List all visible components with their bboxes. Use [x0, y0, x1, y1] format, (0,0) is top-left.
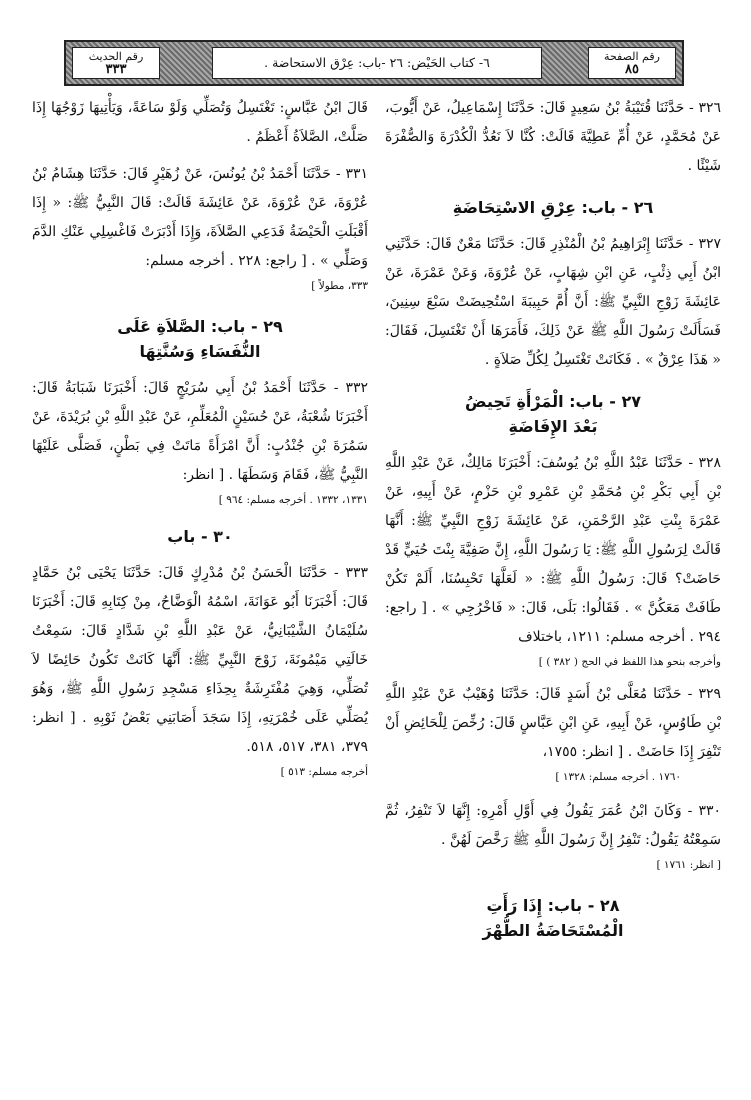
chapter-28-title-line2: الْمُسْتَحَاضَةُ الطُّهْرَ	[482, 921, 624, 940]
page-number-box	[588, 47, 676, 79]
chapter-28-heading	[385, 893, 721, 943]
hadith-331: ٣٣١ - حَدَّثَنَا أَحْمَدُ بْنُ يُونُسَ، عَنْ زُهَيْرٍ قَالَ: حَدَّثَنَا هِشَامُ بْنُ عُرْوَةَ، عَنْ عُرْوَةَ، عَنْ عَائِشَةَ قَالَتْ: قَالَ النَّبِيُّ ﷺ: « إِذَا أَقْبَلَتِ الْحَيْضَةُ فَدَعِي الصَّلاَةَ، وَإِذَا أَدْبَرَتْ فَاغْسِلِي عَنْكِ الدَّمَ وَصَلِّي » . [ راجع: ٢٢٨ . أخرجه مسلم:	[32, 166, 368, 269]
hadith-number-label: رقم الحديث	[88, 50, 144, 63]
hadith-333-reference: أخرجه مسلم: ٥١٣ ]	[280, 766, 368, 778]
chapter-26-title: ٢٦ - باب: عِرْقِ الاسْتِحَاضَةِ	[452, 198, 654, 217]
chapter-29-title-line1: ٢٩ - باب: الصَّلاَةِ عَلَى	[117, 317, 283, 336]
page-number: ٨٥	[625, 62, 639, 77]
chapter-28-title-line1: ٢٨ - باب: إِذَا رَأَتِ	[486, 896, 620, 915]
chapter-29-heading	[32, 314, 368, 364]
hadith-number: ٣٣٣	[105, 62, 127, 77]
hadith-327: ٣٢٧ - حَدَّثَنَا إِبْرَاهِيمُ بْنُ الْمُنْذِرِ قَالَ: حَدَّثَنَا مَعْنٌ قَالَ: حَدَّثَنِي ابْنُ أَبِي ذِئْبٍ، عَنِ ابْنِ شِهَابٍ، عَنْ عُرْوَةَ، وَعَنْ عَمْرَةَ، عَنْ عَائِشَةَ زَوْجِ النَّبِيِّ ﷺ: أَنَّ أُمَّ حَبِيبَةَ اسْتُحِيضَتْ سَبْعَ سِنِينَ، فَسَأَلَتْ رَسُولَ اللَّهِ ﷺ عَنْ ذَلِكَ، فَأَمَرَهَا أَنْ تَغْتَسِلَ، فَقَالَ: « هَذَا عِرْقٌ » . فَكَانَتْ تَغْتَسِلُ لِكُلِّ صَلاَةٍ .	[385, 236, 721, 368]
hadith-330: ٣٣٠ - وَكَانَ ابْنُ عُمَرَ يَقُولُ فِي أَوَّلِ أَمْرِهِ: إِنَّهَا لاَ تَنْفِرُ، ثُمَّ سَمِعْتُهُ يَقُولُ: تَنْفِرُ إِنَّ رَسُولَ اللَّهِ ﷺ رَخَّصَ لَهُنَّ .	[385, 803, 721, 848]
right-column	[385, 90, 721, 953]
hadith-329-reference: ١٧٦٠ . أخرجه مسلم: ١٣٢٨ ]	[555, 771, 681, 783]
running-title-box	[212, 47, 542, 79]
chapter-30-heading	[32, 524, 368, 549]
running-header	[64, 40, 684, 86]
hadith-328-reference: وأخرجه بنحو هذا اللفظ في الحج ( ٣٨٢ ) ]	[538, 656, 721, 668]
chapter-27-title-line2: بَعْدَ الإِفَاضَةِ	[508, 417, 598, 436]
hadith-329: ٣٢٩ - حَدَّثَنَا مُعَلَّى بْنُ أَسَدٍ قَالَ: حَدَّثَنَا وُهَيْبٌ عَنْ عَبْدِ اللَّهِ بْنِ طَاوُسٍ، عَنْ أَبِيهِ، عَنِ ابْنِ عَبَّاسٍ قَالَ: رُخِّصَ لِلْحَائِضِ أَنْ تَنْفِرَ إِذَا حَاضَتْ . [ انظر: ١٧٥٥،	[385, 686, 721, 760]
hadith-332-reference: ١٣٣١، ١٣٣٢ . أخرجه مسلم: ٩٦٤ ]	[218, 494, 368, 506]
hadith-332: ٣٣٢ - حَدَّثَنَا أَحْمَدُ بْنُ أَبِي سُرَيْجٍ قَالَ: أَخْبَرَنَا شَبَابَةُ قَالَ: أَخْبَرَنَا شُعْبَةُ، عَنْ حُسَيْنٍ الْمُعَلِّمِ، عَنْ عَبْدِ اللَّهِ بْنِ بُرَيْدَةَ، عَنْ سَمُرَةَ بْنِ جُنْدُبٍ: أَنَّ امْرَأَةً مَاتَتْ فِي بَطْنٍ، فَصَلَّى عَلَيْهَا النَّبِيُّ ﷺ، فَقَامَ وَسَطَهَا . [ انظر:	[32, 380, 368, 483]
hadith-326: ٣٢٦ - حَدَّثَنَا قُتَيْبَةُ بْنُ سَعِيدٍ قَالَ: حَدَّثَنَا إِسْمَاعِيلُ، عَنْ أَيُّوبَ، عَنْ مُحَمَّدٍ، عَنْ أُمِّ عَطِيَّةَ قَالَتْ: كُنَّا لاَ نَعُدُّ الْكُدْرَةَ وَالصُّفْرَةَ شَيْئًا .	[385, 100, 721, 174]
chapter-27-heading	[385, 389, 721, 439]
hadith-331-reference: ٣٣٣، مطولاً ]	[311, 280, 368, 292]
left-column	[32, 90, 368, 782]
hadith-328: ٣٢٨ - حَدَّثَنَا عَبْدُ اللَّهِ بْنُ يُوسُفَ: أَخْبَرَنَا مَالِكٌ، عَنْ عَبْدِ اللَّهِ بْنِ أَبِي بَكْرِ بْنِ مُحَمَّدِ بْنِ عَمْرِو بْنِ حَزْمٍ، عَنْ أَبِيهِ، عَنْ عَمْرَةَ بِنْتِ عَبْدِ الرَّحْمَنِ، عَنْ عَائِشَةَ زَوْجِ النَّبِيِّ ﷺ: أَنَّهَا قَالَتْ لِرَسُولِ اللَّهِ ﷺ: يَا رَسُولَ اللَّهِ، إِنَّ صَفِيَّةَ بِنْتَ حُيَيٍّ قَدْ حَاضَتْ؟ قَالَ: رَسُولُ اللَّهِ ﷺ: « لَعَلَّهَا تَحْبِسُنَا، أَلَمْ تَكُنْ طَافَتْ مَعَكُنَّ » . فَقَالُوا: بَلَى، قَالَ: « فَاخْرُجِي » . [ راجع: ٢٩٤ . أخرجه مسلم: ١٢١١، باختلاف	[385, 455, 721, 645]
running-title: ٦- كتاب الحَيْض: ٢٦ -باب: عِرْق الاستحاضة .	[264, 55, 490, 70]
chapter-30-title: ٣٠ - باب	[167, 527, 233, 546]
hadith-333: ٣٣٣ - حَدَّثَنَا الْحَسَنُ بْنُ مُدْرِكٍ قَالَ: حَدَّثَنَا يَحْيَى بْنُ حَمَّادٍ قَالَ: أَخْبَرَنَا أَبُو عَوَانَةَ، اسْمُهُ الْوَضَّاحُ، مِنْ كِتَابِهِ قَالَ: أَخْبَرَنَا سُلَيْمَانُ الشَّيْبَانِيُّ، عَنْ عَبْدِ اللَّهِ بْنِ شَدَّادٍ قَالَ: سَمِعْتُ خَالَتِي مَيْمُونَةَ، زَوْجَ النَّبِيِّ ﷺ: أَنَّهَا كَانَتْ تَكُونُ حَائِضًا لاَ تُصَلِّي، وَهِيَ مُفْتَرِشَةٌ بِحِذَاءِ مَسْجِدِ رَسُولِ اللَّهِ ﷺ، وَهُوَ يُصَلِّي عَلَى خُمْرَتِهِ، إِذَا سَجَدَ أَصَابَنِي بَعْضُ ثَوْبِهِ . [ انظر: ٣٧٩، ٣٨١، ٥١٧، ٥١٨.	[32, 565, 368, 755]
chapter-27-title-line1: ٢٧ - باب: الْمَرْأَةِ تَحِيضُ	[465, 392, 641, 411]
hadith-number-box	[72, 47, 160, 79]
page-number-label: رقم الصفحة	[604, 50, 660, 63]
chapter-29-title-line2: النُّفَسَاءِ وَسُنَّتِهَا	[139, 342, 261, 361]
hadith-330-reference: [ انظر: ١٧٦١ ]	[656, 859, 721, 871]
chapter-26-heading	[385, 195, 721, 220]
continuation-text: قَالَ ابْنُ عَبَّاسٍ: تَغْتَسِلُ وَتُصَلِّي وَلَوْ سَاعَةً، وَيَأْتِيهَا زَوْجُهَا إِذَا صَلَّتْ، الصَّلاَةُ أَعْظَمُ .	[32, 100, 368, 145]
